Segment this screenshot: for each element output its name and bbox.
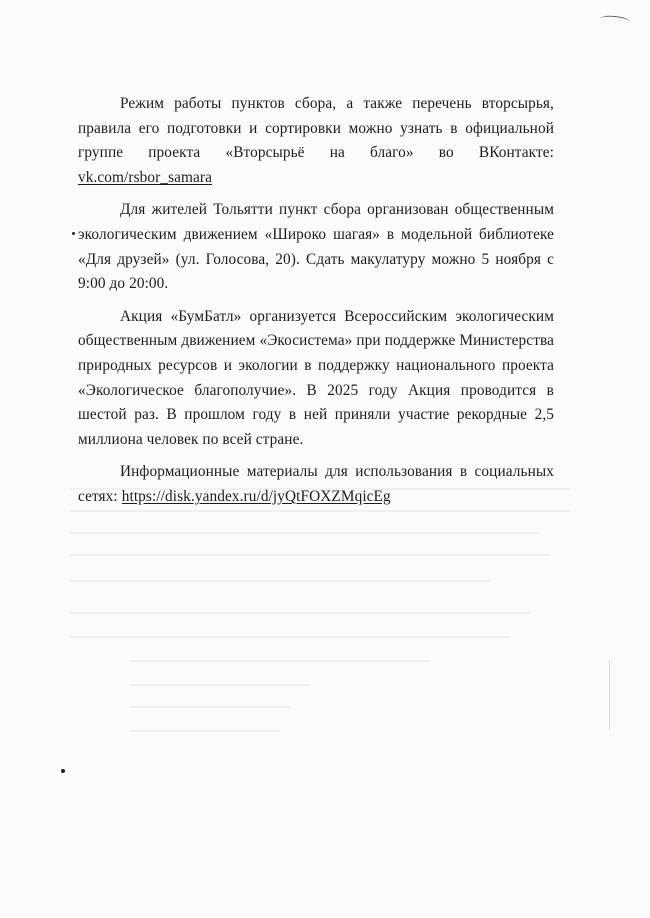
paragraph-bumbattle: Акция «БумБатл» организуется Всероссийским экологическим общественным движением «Экосистема» при поддержке Министерства природных ресурсов и экологии в поддержку национального проекта «Экологическое благополучие». В 2025 году Акция проводится в шестой раз. В прошлом году в ней приняли участие рекордные 2,5 миллиона человек по всей стране.	[78, 307, 554, 448]
show-through-line	[130, 730, 280, 732]
show-through-line	[70, 554, 550, 556]
show-through-line	[130, 684, 310, 686]
show-through-line	[70, 580, 490, 582]
paragraph-togliatti: Для жителей Тольятти пункт сбора организован общественным экологическим движением «Широко шагая» в модельной библиотеке «Для друзей» (ул. Голосова, 20). Сдать макулатуру можно 5 ноября с 9:00 до 20:00.	[78, 201, 554, 293]
paragraph-materials: Информационные материалы для использования в социальных сетях: https://disk.yandex.ru/d/jyQtFOXZMqicEg	[78, 463, 554, 505]
body-text	[78, 92, 554, 518]
show-through-line	[70, 612, 530, 614]
show-through-line	[70, 532, 540, 534]
vk-group-link[interactable]: vk.com/rsbor_samara	[78, 168, 213, 186]
yandex-disk-link[interactable]: https://disk.yandex.ru/d/jyQtFOXZMqicEg	[121, 487, 391, 505]
show-through-line	[130, 660, 430, 662]
paragraph-collection-info: Режим работы пунктов сбора, а также перечень вторсырья, правила его подготовки и сортировки можно узнать в официальной группе проекта «Вторсырьё на благо» во ВКонтакте: vk.com/rsbor_samara	[78, 95, 554, 186]
pen-mark	[600, 14, 631, 26]
show-through-line	[70, 636, 510, 638]
show-through-line	[130, 706, 290, 708]
scan-edge-line	[609, 660, 610, 730]
scan-speck	[61, 769, 65, 773]
scan-speck	[72, 232, 75, 235]
